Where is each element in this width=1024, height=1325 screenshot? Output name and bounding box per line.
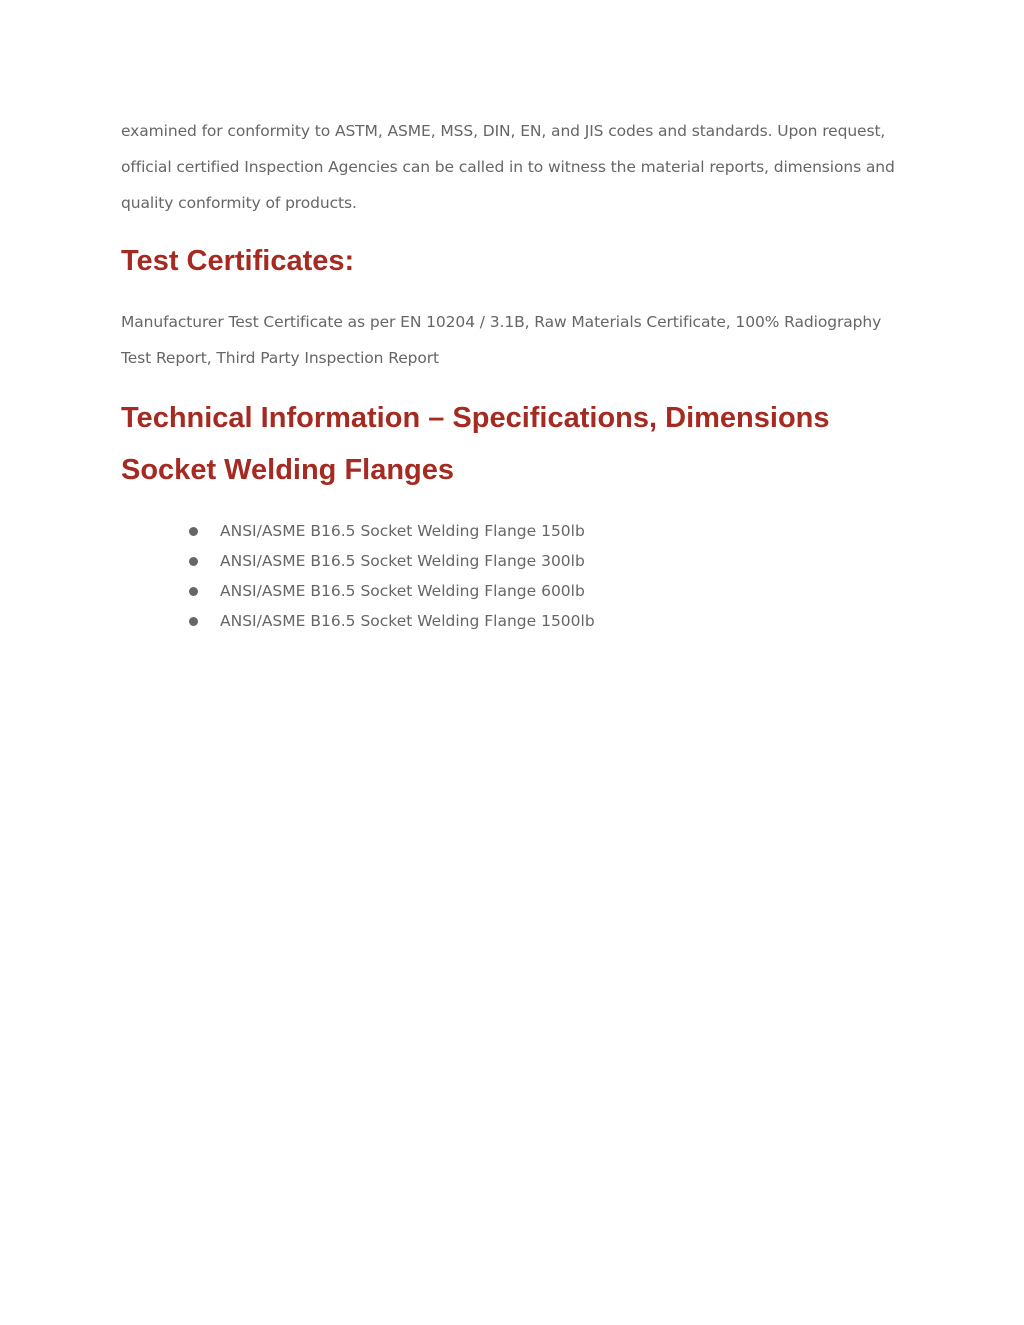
bullet-icon bbox=[189, 557, 198, 566]
list-item-text: ANSI/ASME B16.5 Socket Welding Flange 600lb bbox=[220, 582, 585, 600]
technical-information-heading: Technical Information – Specifications, Dimensions Socket Welding Flanges bbox=[121, 402, 830, 486]
list-item-text: ANSI/ASME B16.5 Socket Welding Flange 300lb bbox=[220, 552, 585, 570]
page-content bbox=[121, 113, 911, 636]
list-item-text: ANSI/ASME B16.5 Socket Welding Flange 150lb bbox=[220, 522, 585, 540]
list-item bbox=[189, 606, 911, 636]
bullet-icon bbox=[189, 617, 198, 626]
flange-spec-list bbox=[121, 516, 911, 636]
bullet-icon bbox=[189, 587, 198, 596]
list-item bbox=[189, 516, 911, 546]
bullet-icon bbox=[189, 527, 198, 536]
intro-paragraph: examined for conformity to ASTM, ASME, MSS, DIN, EN, and JIS codes and standards. Upon request, official certified Inspection Agencies can be called in to witness the material reports, dimensions and quality conformity of products. bbox=[121, 122, 895, 212]
list-item bbox=[189, 546, 911, 576]
list-item bbox=[189, 576, 911, 606]
test-certificates-paragraph: Manufacturer Test Certificate as per EN 10204 / 3.1B, Raw Materials Certificate, 100% Radiography Test Report, Third Party Inspection Report bbox=[121, 313, 882, 367]
list-item-text: ANSI/ASME B16.5 Socket Welding Flange 1500lb bbox=[220, 612, 595, 630]
test-certificates-heading: Test Certificates: bbox=[121, 245, 355, 277]
